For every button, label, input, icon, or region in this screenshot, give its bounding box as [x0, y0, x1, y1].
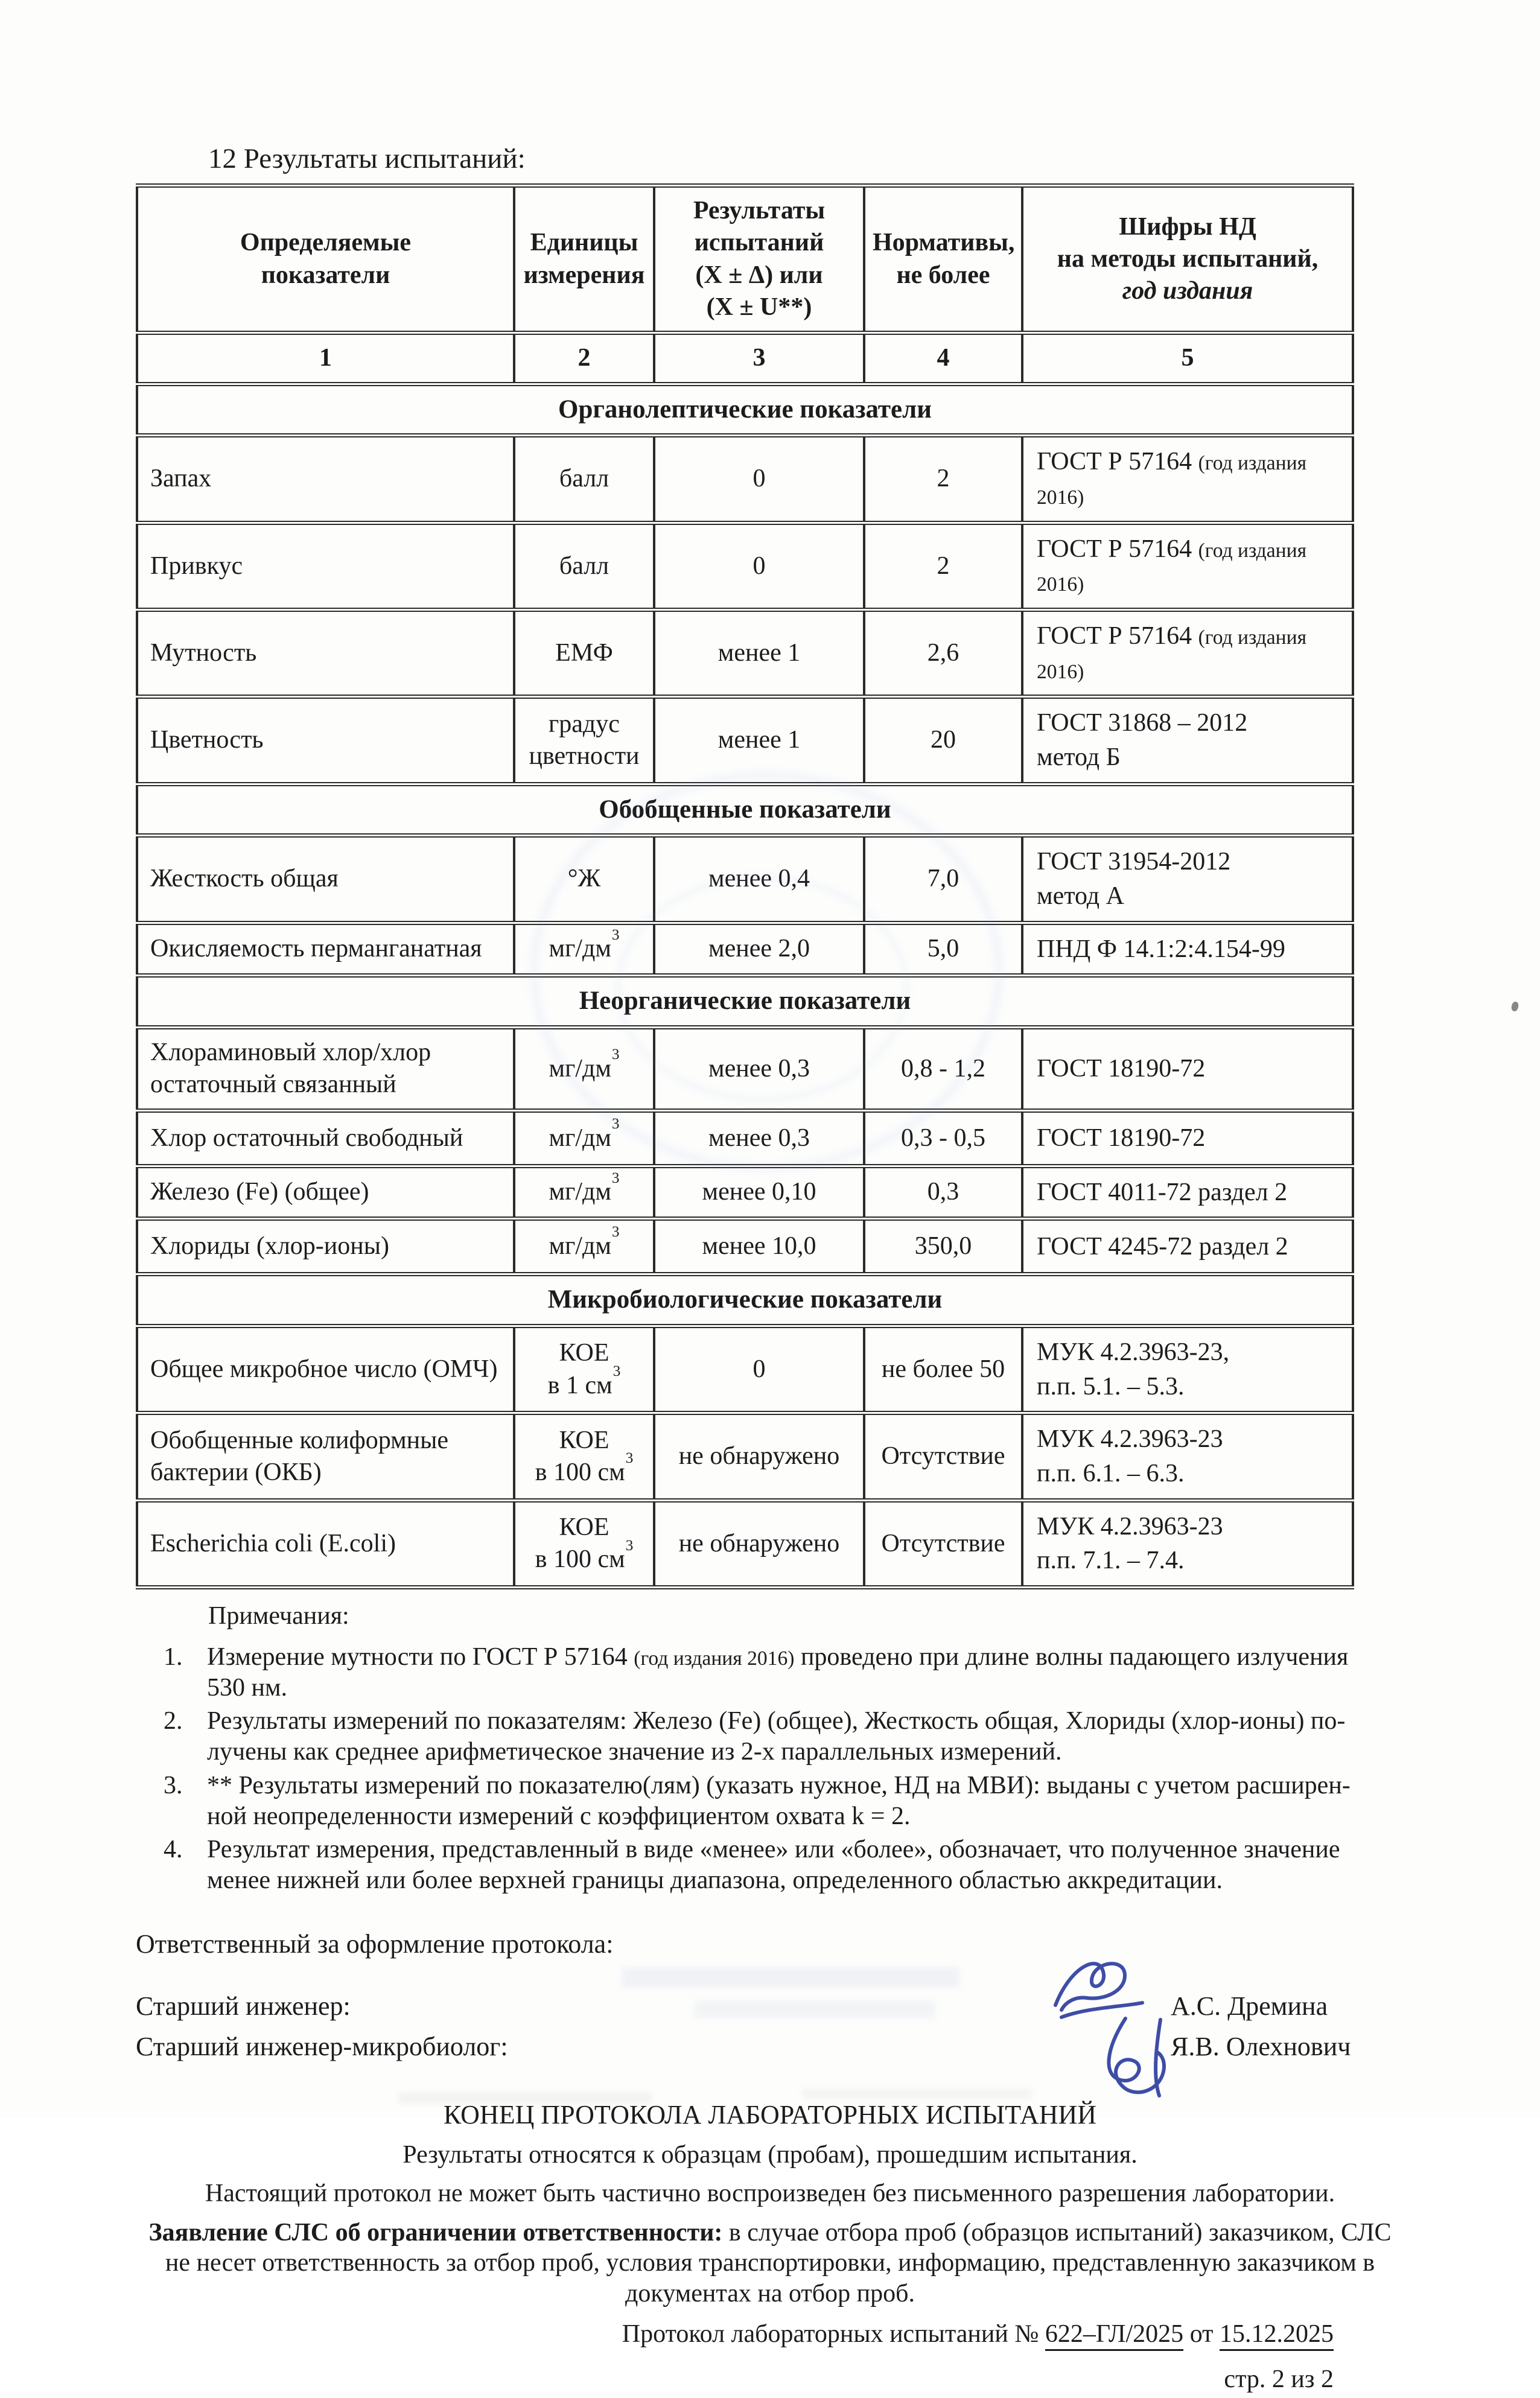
scan-smudge — [803, 2089, 1032, 2099]
table-row — [137, 1110, 1353, 1166]
liability-statement: Заявление СЛС об ограничении ответственности: в случае отбора проб (образцов испытаний) заказчиком, СЛС не несет ответственность за отбор проб, условия транспортировки, информацию, представленную заказчиком в документах на отбор проб. — [148, 2218, 1392, 2307]
responsible-label: Ответственный за оформление протокола: — [136, 1929, 614, 1959]
norm-cell: 0,3 - 0,5 — [864, 1110, 1022, 1166]
method-cell: ПНД Ф 14.1:2:4.154-99 — [1022, 923, 1353, 976]
norm-cell: Отсутствие — [864, 1413, 1022, 1500]
note-item — [136, 1642, 1409, 1703]
unit-cell: градус цветности — [514, 697, 654, 784]
footer — [136, 2316, 1334, 2398]
result-cell: 0 — [654, 1326, 864, 1413]
indicator-cell: Привкус — [137, 523, 514, 609]
signer-role: Старший инженер-микробиолог: — [136, 2032, 508, 2062]
result-cell: 0 — [654, 436, 864, 523]
note-number: 3. — [164, 1771, 183, 1799]
unit-cell: балл — [514, 523, 654, 609]
results-table-body — [137, 186, 1353, 1588]
indicator-cell: Хлориды (хлор-ионы) — [137, 1219, 514, 1274]
unit-cell: $мг/дм^3$ — [514, 1219, 654, 1274]
table-row — [137, 1500, 1353, 1587]
indicator-cell: Запах — [137, 436, 514, 523]
note-number: 2. — [164, 1707, 183, 1735]
no-reproduction-line: Настоящий протокол не может быть частично воспроизведен без письменного разрешения лаборатории. — [205, 2180, 1335, 2208]
norm-cell: не более 50 — [864, 1326, 1022, 1413]
column-number-row — [137, 333, 1353, 384]
signature-scribble — [1035, 1947, 1234, 2098]
unit-cell: $мг/дм^3$ — [514, 1166, 654, 1219]
section-heading: Органолептические показатели — [137, 384, 1353, 436]
unit-cell: КОЕ в 100 $см^3$ — [514, 1413, 654, 1500]
section-heading-row — [137, 784, 1353, 836]
indicator-cell: Хлораминовый хлор/хлор остаточный связанный — [137, 1028, 514, 1111]
norm-cell: 5,0 — [864, 923, 1022, 976]
method-cell: ГОСТ Р 57164 (год издания 2016) — [1022, 436, 1353, 523]
column-number: 1 — [137, 333, 514, 384]
method-cell: МУК 4.2.3963-23 п.п. 7.1. – 7.4. — [1022, 1500, 1353, 1587]
header-row — [137, 186, 1353, 333]
table-row — [137, 523, 1353, 609]
end-block — [133, 2099, 1407, 2309]
result-cell: менее 10,0 — [654, 1219, 864, 1274]
unit-cell: КОЕ в 100 $см^3$ — [514, 1500, 654, 1587]
note-number: 1. — [164, 1643, 183, 1671]
norm-cell: 7,0 — [864, 836, 1022, 923]
method-cell: ГОСТ Р 57164 (год издания 2016) — [1022, 523, 1353, 609]
indicator-cell: Хлор остаточный свободный — [137, 1110, 514, 1166]
section-heading-row — [137, 1274, 1353, 1326]
column-header: Нормативы, не более — [864, 186, 1022, 333]
ghost-text-artifact — [622, 1967, 959, 1988]
edge-mark — [1510, 1001, 1519, 1012]
table-row — [137, 1166, 1353, 1219]
notes-list — [136, 1642, 1409, 1897]
method-cell: ГОСТ 18190-72 — [1022, 1110, 1353, 1166]
norm-cell: 2,6 — [864, 610, 1022, 697]
column-header: Единицы измерения — [514, 186, 654, 333]
result-cell: менее 0,3 — [654, 1110, 864, 1166]
method-cell: ГОСТ 4011-72 раздел 2 — [1022, 1166, 1353, 1219]
result-cell: не обнаружено — [654, 1413, 864, 1500]
result-cell: менее 0,3 — [654, 1028, 864, 1111]
results-apply-line: Результаты относятся к образцам (пробам), прошедшим испытания. — [402, 2141, 1138, 2169]
table-row — [137, 436, 1353, 523]
table-row — [137, 1413, 1353, 1500]
column-number: 5 — [1022, 333, 1353, 384]
note-text: Результаты измерений по показателям: Железо (Fe) (общее), Жесткость общая, Хлориды (хлор-ионы) по- лучены как среднее арифметическое значение из 2-х параллельных измерений. — [207, 1707, 1346, 1766]
results-table — [136, 183, 1354, 1589]
column-number: 2 — [514, 333, 654, 384]
column-header: Результаты испытаний (X ± Δ) или (X ± U**) — [654, 186, 864, 333]
method-cell: МУК 4.2.3963-23 п.п. 6.1. – 6.3. — [1022, 1413, 1353, 1500]
indicator-cell: Железо (Fe) (общее) — [137, 1166, 514, 1219]
notes-section — [136, 1600, 1409, 1896]
table-row — [137, 1326, 1353, 1413]
unit-cell: $мг/дм^3$ — [514, 1028, 654, 1111]
section-heading: Микробиологические показатели — [137, 1274, 1353, 1326]
column-header: Определяемые показатели — [137, 186, 514, 333]
signing-block — [136, 1989, 1352, 2063]
norm-cell: 20 — [864, 697, 1022, 784]
norm-cell: Отсутствие — [864, 1500, 1022, 1587]
method-cell: ГОСТ 31954-2012 метод А — [1022, 836, 1353, 923]
column-number: 4 — [864, 333, 1022, 384]
note-text: Результат измерения, представленный в виде «менее» или «более», обозначает, что полученное значение менее нижней или более верхней границы диапазона, определенного областью аккредитации. — [207, 1836, 1340, 1895]
table-row — [137, 923, 1353, 976]
table-row — [137, 697, 1353, 784]
result-cell: менее 1 — [654, 697, 864, 784]
table-row — [137, 1219, 1353, 1274]
end-of-protocol-line: КОНЕЦ ПРОТОКОЛА ЛАБОРАТОРНЫХ ИСПЫТАНИЙ — [443, 2100, 1097, 2130]
result-cell: менее 2,0 — [654, 923, 864, 976]
note-item — [136, 1770, 1409, 1832]
indicator-cell: Цветность — [137, 697, 514, 784]
page-number: стр. 2 из 2 — [1224, 2365, 1334, 2393]
method-cell: МУК 4.2.3963-23, п.п. 5.1. – 5.3. — [1022, 1326, 1353, 1413]
section-heading: Обобщенные показатели — [137, 784, 1353, 836]
signer-name: Я.В. Олехнович — [1171, 2032, 1351, 2062]
column-number: 3 — [654, 333, 864, 384]
indicator-cell: Escherichia coli (E.coli) — [137, 1500, 514, 1587]
indicator-cell: Мутность — [137, 610, 514, 697]
section-heading-row — [137, 976, 1353, 1028]
column-header: Шифры НД на методы испытаний, год издания — [1022, 186, 1353, 333]
method-cell: ГОСТ 4245-72 раздел 2 — [1022, 1219, 1353, 1274]
section-12-title: 12 Результаты испытаний: — [208, 143, 526, 174]
result-cell: менее 0,10 — [654, 1166, 864, 1219]
method-cell: ГОСТ 18190-72 — [1022, 1028, 1353, 1111]
method-cell: ГОСТ Р 57164 (год издания 2016) — [1022, 610, 1353, 697]
indicator-cell: Общее микробное число (ОМЧ) — [137, 1326, 514, 1413]
section-heading: Неорганические показатели — [137, 976, 1353, 1028]
note-item — [136, 1834, 1409, 1896]
unit-cell: $мг/дм^3$ — [514, 1110, 654, 1166]
table-row — [137, 836, 1353, 923]
result-cell: менее 0,4 — [654, 836, 864, 923]
result-cell: 0 — [654, 523, 864, 609]
notes-label: Примечания: — [208, 1602, 349, 1630]
indicator-cell: Жесткость общая — [137, 836, 514, 923]
note-text: Измерение мутности по ГОСТ Р 57164 (год издания 2016) проведено при длине волны падающего излучения 530 нм. — [207, 1643, 1349, 1702]
unit-cell: балл — [514, 436, 654, 523]
method-cell: ГОСТ 31868 – 2012 метод Б — [1022, 697, 1353, 784]
unit-cell: °Ж — [514, 836, 654, 923]
unit-cell: ЕМФ — [514, 610, 654, 697]
signer-name: А.С. Дремина — [1171, 1991, 1328, 2021]
section-heading-row — [137, 384, 1353, 436]
table-row — [137, 610, 1353, 697]
norm-cell: 350,0 — [864, 1219, 1022, 1274]
note-text: ** Результаты измерений по показателю(лям) (указать нужное, НД на МВИ): выданы с учетом расширен- ной неопределенности измерений с коэффициентом охвата k = 2. — [207, 1771, 1351, 1830]
norm-cell: 2 — [864, 523, 1022, 609]
table-row — [137, 1028, 1353, 1111]
indicator-cell: Окисляемость перманганатная — [137, 923, 514, 976]
unit-cell: КОЕ в 1 $см^3$ — [514, 1326, 654, 1413]
result-cell: менее 1 — [654, 610, 864, 697]
norm-cell: 0,3 — [864, 1166, 1022, 1219]
result-cell: не обнаружено — [654, 1500, 864, 1587]
unit-cell: $мг/дм^3$ — [514, 923, 654, 976]
indicator-cell: Обобщенные колиформные бактерии (ОКБ) — [137, 1413, 514, 1500]
protocol-number-line: Протокол лабораторных испытаний № 622–ГЛ/2025 от 15.12.2025 — [136, 2316, 1334, 2353]
norm-cell: 2 — [864, 436, 1022, 523]
norm-cell: 0,8 - 1,2 — [864, 1028, 1022, 1111]
note-number: 4. — [164, 1836, 183, 1864]
signer-role: Старший инженер: — [136, 1991, 351, 2021]
note-item — [136, 1706, 1409, 1767]
